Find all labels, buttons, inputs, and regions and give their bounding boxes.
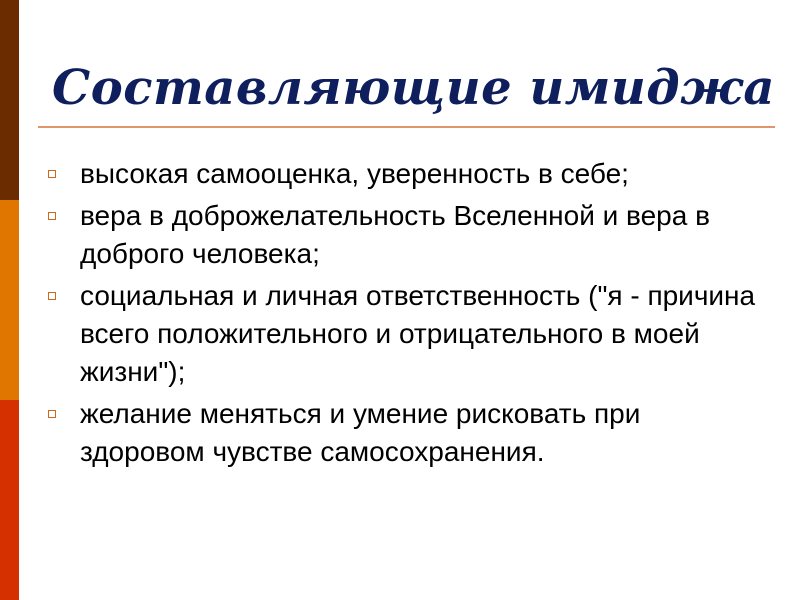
side-bar-segment-top bbox=[0, 0, 19, 200]
slide-title: Составляющие имиджа bbox=[52, 60, 775, 116]
bullet-list bbox=[44, 155, 764, 475]
side-bar-segment-bottom bbox=[0, 400, 19, 600]
hollow-square-icon bbox=[48, 212, 56, 220]
title-underline bbox=[38, 126, 775, 128]
bullet-text: вера в доброжелательность Вселенной и вера в доброго человека; bbox=[80, 200, 710, 269]
bullet-text: социальная и личная ответственность ("я - причина всего положительного и отрицательного в моей жизни"); bbox=[80, 280, 756, 387]
list-item bbox=[44, 155, 764, 193]
side-bar-segment-middle bbox=[0, 200, 19, 400]
side-color-bar bbox=[0, 0, 19, 600]
hollow-square-icon bbox=[48, 292, 56, 300]
bullet-text: высокая самооценка, уверенность в себе; bbox=[80, 158, 629, 189]
list-item bbox=[44, 277, 764, 391]
list-item bbox=[44, 395, 764, 471]
hollow-square-icon bbox=[48, 170, 56, 178]
hollow-square-icon bbox=[48, 410, 56, 418]
bullet-text: желание меняться и умение рисковать при здоровом чувстве самосохранения. bbox=[80, 398, 641, 467]
list-item bbox=[44, 197, 764, 273]
